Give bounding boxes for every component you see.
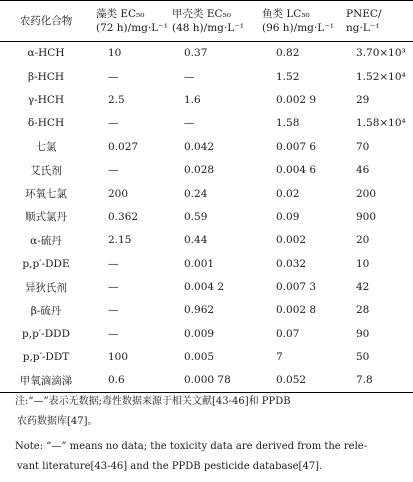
value-cell: — <box>108 281 119 294</box>
value-cell: 1.58×10⁴ <box>356 117 406 130</box>
value-cell: 2.5 <box>108 93 125 106</box>
value-cell: — <box>108 327 119 340</box>
header-compound: 农药化合物 <box>19 15 73 27</box>
compound-name-cell: 环氧七氯 <box>25 188 67 201</box>
value-cell: 900 <box>356 210 377 223</box>
compound-name-cell: α-HCH <box>27 47 65 60</box>
value-cell: 42 <box>356 281 370 294</box>
table-row <box>0 182 413 205</box>
value-cell: 0.44 <box>184 234 208 247</box>
compound-name-cell: β-硫丹 <box>30 304 62 317</box>
value-cell: 0.07 <box>276 327 300 340</box>
value-cell: 0.009 <box>184 327 215 340</box>
compound-name-cell: 七氯 <box>35 141 57 154</box>
compound-name-cell: 顺式氯丹 <box>25 211 67 224</box>
value-cell: 10 <box>356 257 370 270</box>
value-cell: — <box>108 304 119 317</box>
compound-name-cell: p,p′-DDT <box>22 351 70 364</box>
compound-name-cell: 异狄氏剂 <box>25 281 67 294</box>
table-row <box>0 252 413 275</box>
value-cell: 0.004 6 <box>276 164 317 177</box>
value-cell: 0.002 8 <box>276 304 317 317</box>
value-cell: 0.032 <box>276 257 307 270</box>
value-cell: 0.004 2 <box>184 281 225 294</box>
value-cell: 0.09 <box>276 210 300 223</box>
value-cell: 46 <box>356 164 370 177</box>
table-row <box>0 346 413 369</box>
value-cell: 0.24 <box>184 187 208 200</box>
value-cell: 0.362 <box>108 210 139 223</box>
compound-name-cell: β-HCH <box>28 70 64 83</box>
value-cell: 0.027 <box>108 140 139 153</box>
note-english: Note: “—” means no data; the toxicity data are derived from the rele- vant literature[43-46] and the PPDB pesticide database[47]. <box>15 441 368 472</box>
value-cell: 100 <box>108 351 129 364</box>
value-cell: 0.962 <box>184 304 215 317</box>
value-cell: 0.82 <box>276 47 300 60</box>
value-cell: 0.052 <box>276 374 307 387</box>
compound-name-cell: p,p′-DDE <box>22 257 70 270</box>
value-cell: 20 <box>356 234 370 247</box>
value-cell: 200 <box>356 187 377 200</box>
value-cell: 200 <box>108 187 129 200</box>
value-cell: 90 <box>356 327 370 340</box>
value-cell: 50 <box>356 351 370 364</box>
table-row <box>0 158 413 181</box>
header-crustacean: 甲壳类 EC₅₀ (48 h)/mg·L⁻¹ <box>172 8 244 34</box>
value-cell: 3.70×10³ <box>356 47 406 60</box>
value-cell: 0.007 3 <box>276 281 317 294</box>
value-cell: 28 <box>356 304 370 317</box>
value-cell: 1.58 <box>276 117 300 130</box>
value-cell: 0.002 9 <box>276 93 317 106</box>
value-cell: — <box>108 117 119 130</box>
table-row <box>0 112 413 135</box>
table-row <box>0 322 413 345</box>
value-cell: — <box>184 70 195 83</box>
value-cell: 0.042 <box>184 140 215 153</box>
note-chinese: 注:“—”表示无数据;毒性数据来源于相关文献[43-46]和 PPDB 农药数据库[47]。 <box>15 396 291 427</box>
table-row <box>0 229 413 252</box>
value-cell: 0.028 <box>184 164 215 177</box>
header-pnec: PNEC/ ng·L⁻¹ <box>346 8 382 34</box>
value-cell: 1.52 <box>276 70 300 83</box>
table-row <box>0 42 413 65</box>
value-cell: 70 <box>356 140 370 153</box>
value-cell: 7.8 <box>356 374 373 387</box>
value-cell: 29 <box>356 93 370 106</box>
value-cell: — <box>108 70 119 83</box>
table-row <box>0 275 413 298</box>
compound-name-cell: α-硫丹 <box>30 234 62 247</box>
table-row <box>0 205 413 228</box>
value-cell: 0.59 <box>184 210 208 223</box>
value-cell: 0.37 <box>184 47 208 60</box>
table-header-row <box>0 1 413 42</box>
table-row <box>0 299 413 322</box>
table-row <box>0 88 413 111</box>
table-row <box>0 369 413 392</box>
value-cell: 0.000 78 <box>184 374 231 387</box>
value-cell: — <box>108 257 119 270</box>
value-cell: 0.001 <box>184 257 215 270</box>
value-cell: 1.6 <box>184 93 201 106</box>
compound-name-cell: p,p′-DDD <box>22 327 70 340</box>
value-cell: 7 <box>276 351 283 364</box>
value-cell: 2.15 <box>108 234 132 247</box>
header-algae: 藻类 EC₅₀ (72 h)/mg·L⁻¹ <box>96 8 168 34</box>
table-row <box>0 65 413 88</box>
compound-name-cell: δ-HCH <box>27 117 65 130</box>
header-fish: 鱼类 LC₅₀ (96 h)/mg·L⁻¹ <box>262 8 334 34</box>
value-cell: — <box>108 164 119 177</box>
compound-name-cell: 艾氏剂 <box>30 164 62 177</box>
value-cell: 0.002 <box>276 234 307 247</box>
compound-name-cell: γ-HCH <box>27 93 65 106</box>
value-cell: 0.6 <box>108 374 125 387</box>
table-row <box>0 135 413 158</box>
compound-name-cell: 甲氧滴滴涕 <box>19 374 73 387</box>
value-cell: — <box>184 117 195 130</box>
value-cell: 0.02 <box>276 187 300 200</box>
value-cell: 0.007 6 <box>276 140 317 153</box>
value-cell: 1.52×10⁴ <box>356 70 406 83</box>
value-cell: 10 <box>108 47 122 60</box>
value-cell: 0.005 <box>184 351 215 364</box>
